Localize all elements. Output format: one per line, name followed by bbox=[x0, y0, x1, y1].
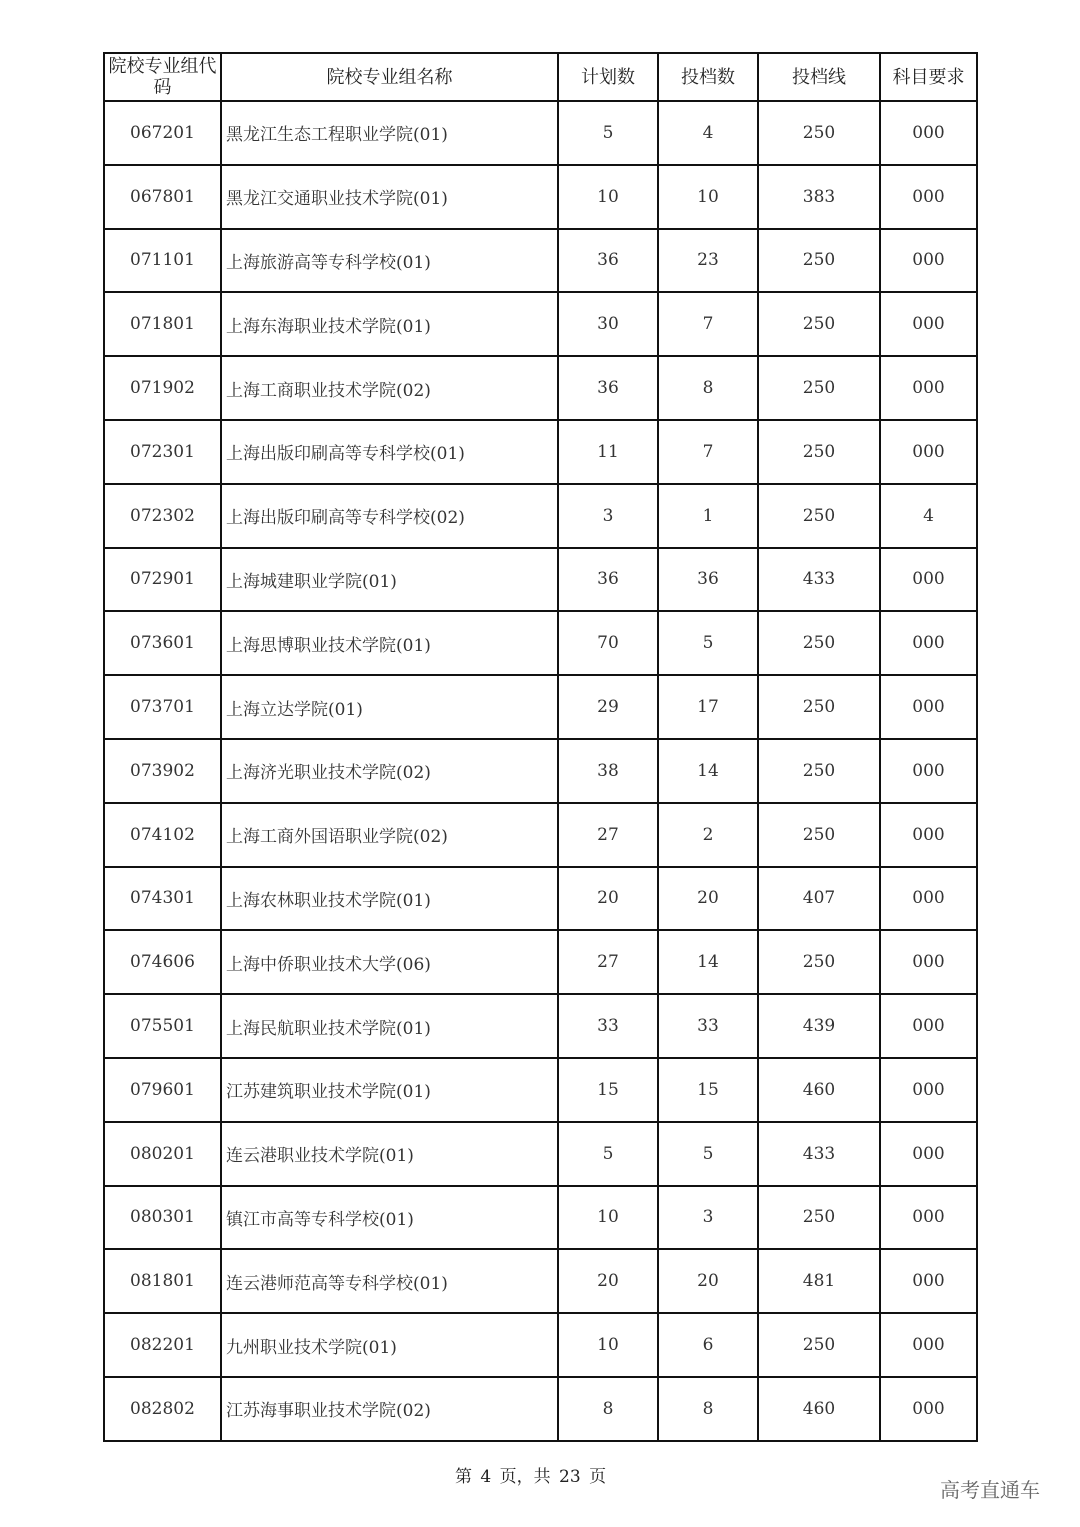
cell-admitted: 14 bbox=[658, 739, 758, 803]
cell-admitted: 7 bbox=[658, 292, 758, 356]
cell-line: 383 bbox=[758, 165, 880, 229]
cell-code: 074606 bbox=[104, 930, 221, 994]
cell-subject: 000 bbox=[880, 867, 977, 931]
cell-plan: 10 bbox=[558, 1186, 658, 1250]
cell-line: 250 bbox=[758, 1186, 880, 1250]
cell-plan: 15 bbox=[558, 1058, 658, 1122]
cell-line: 250 bbox=[758, 803, 880, 867]
cell-admitted: 2 bbox=[658, 803, 758, 867]
cell-plan: 3 bbox=[558, 484, 658, 548]
header-admitted: 投档数 bbox=[658, 53, 758, 101]
cell-name: 上海民航职业技术学院(01) bbox=[221, 994, 558, 1058]
cell-plan: 30 bbox=[558, 292, 658, 356]
cell-subject: 000 bbox=[880, 1249, 977, 1313]
header-line: 投档线 bbox=[758, 53, 880, 101]
cell-admitted: 14 bbox=[658, 930, 758, 994]
table-row bbox=[104, 675, 977, 739]
table-row bbox=[104, 1186, 977, 1250]
cell-line: 250 bbox=[758, 229, 880, 293]
table-row bbox=[104, 548, 977, 612]
cell-plan: 36 bbox=[558, 548, 658, 612]
cell-subject: 000 bbox=[880, 930, 977, 994]
cell-code: 075501 bbox=[104, 994, 221, 1058]
cell-name: 江苏建筑职业技术学院(01) bbox=[221, 1058, 558, 1122]
cell-line: 460 bbox=[758, 1058, 880, 1122]
table-row bbox=[104, 1249, 977, 1313]
cell-code: 067801 bbox=[104, 165, 221, 229]
cell-subject: 000 bbox=[880, 548, 977, 612]
cell-subject: 000 bbox=[880, 292, 977, 356]
table-row bbox=[104, 484, 977, 548]
cell-code: 072901 bbox=[104, 548, 221, 612]
cell-line: 433 bbox=[758, 1122, 880, 1186]
cell-code: 080301 bbox=[104, 1186, 221, 1250]
table-row bbox=[104, 229, 977, 293]
cell-name: 黑龙江交通职业技术学院(01) bbox=[221, 165, 558, 229]
table-header-row bbox=[104, 53, 977, 101]
table-row bbox=[104, 356, 977, 420]
cell-plan: 10 bbox=[558, 165, 658, 229]
cell-plan: 11 bbox=[558, 420, 658, 484]
table-row bbox=[104, 165, 977, 229]
cell-code: 073902 bbox=[104, 739, 221, 803]
cell-name: 上海中侨职业技术大学(06) bbox=[221, 930, 558, 994]
table-row bbox=[104, 1313, 977, 1377]
cell-plan: 5 bbox=[558, 101, 658, 165]
cell-subject: 000 bbox=[880, 675, 977, 739]
cell-name: 上海出版印刷高等专科学校(02) bbox=[221, 484, 558, 548]
cell-code: 081801 bbox=[104, 1249, 221, 1313]
cell-line: 433 bbox=[758, 548, 880, 612]
cell-code: 071902 bbox=[104, 356, 221, 420]
table-row bbox=[104, 292, 977, 356]
cell-admitted: 20 bbox=[658, 1249, 758, 1313]
cell-line: 481 bbox=[758, 1249, 880, 1313]
cell-plan: 20 bbox=[558, 1249, 658, 1313]
cell-name: 九州职业技术学院(01) bbox=[221, 1313, 558, 1377]
cell-plan: 36 bbox=[558, 229, 658, 293]
cell-line: 439 bbox=[758, 994, 880, 1058]
admission-table-sheet bbox=[103, 52, 976, 1442]
cell-subject: 000 bbox=[880, 101, 977, 165]
table-row bbox=[104, 1122, 977, 1186]
cell-admitted: 1 bbox=[658, 484, 758, 548]
cell-admitted: 4 bbox=[658, 101, 758, 165]
cell-admitted: 33 bbox=[658, 994, 758, 1058]
cell-line: 250 bbox=[758, 292, 880, 356]
cell-admitted: 23 bbox=[658, 229, 758, 293]
cell-code: 071101 bbox=[104, 229, 221, 293]
cell-subject: 000 bbox=[880, 356, 977, 420]
table-row bbox=[104, 611, 977, 675]
cell-name: 上海旅游高等专科学校(01) bbox=[221, 229, 558, 293]
admission-table bbox=[103, 52, 978, 1442]
cell-subject: 000 bbox=[880, 1058, 977, 1122]
cell-code: 079601 bbox=[104, 1058, 221, 1122]
header-name: 院校专业组名称 bbox=[221, 53, 558, 101]
cell-line: 250 bbox=[758, 101, 880, 165]
cell-line: 250 bbox=[758, 675, 880, 739]
table-row bbox=[104, 1058, 977, 1122]
cell-code: 074102 bbox=[104, 803, 221, 867]
cell-name: 镇江市高等专科学校(01) bbox=[221, 1186, 558, 1250]
table-row bbox=[104, 739, 977, 803]
cell-code: 067201 bbox=[104, 101, 221, 165]
cell-admitted: 3 bbox=[658, 1186, 758, 1250]
cell-name: 上海济光职业技术学院(02) bbox=[221, 739, 558, 803]
cell-admitted: 7 bbox=[658, 420, 758, 484]
cell-name: 上海东海职业技术学院(01) bbox=[221, 292, 558, 356]
table-body bbox=[104, 101, 977, 1441]
cell-code: 072302 bbox=[104, 484, 221, 548]
cell-name: 上海思博职业技术学院(01) bbox=[221, 611, 558, 675]
cell-name: 上海工商外国语职业学院(02) bbox=[221, 803, 558, 867]
cell-subject: 000 bbox=[880, 1377, 977, 1441]
cell-admitted: 6 bbox=[658, 1313, 758, 1377]
cell-name: 江苏海事职业技术学院(02) bbox=[221, 1377, 558, 1441]
cell-name: 上海城建职业学院(01) bbox=[221, 548, 558, 612]
cell-admitted: 36 bbox=[658, 548, 758, 612]
cell-subject: 000 bbox=[880, 803, 977, 867]
header-plan: 计划数 bbox=[558, 53, 658, 101]
cell-admitted: 20 bbox=[658, 867, 758, 931]
cell-admitted: 10 bbox=[658, 165, 758, 229]
cell-code: 080201 bbox=[104, 1122, 221, 1186]
cell-subject: 000 bbox=[880, 165, 977, 229]
cell-name: 上海出版印刷高等专科学校(01) bbox=[221, 420, 558, 484]
cell-line: 250 bbox=[758, 739, 880, 803]
cell-name: 黑龙江生态工程职业学院(01) bbox=[221, 101, 558, 165]
table-row bbox=[104, 867, 977, 931]
cell-code: 082802 bbox=[104, 1377, 221, 1441]
table-row bbox=[104, 803, 977, 867]
cell-admitted: 17 bbox=[658, 675, 758, 739]
table-row bbox=[104, 994, 977, 1058]
cell-line: 460 bbox=[758, 1377, 880, 1441]
cell-line: 250 bbox=[758, 356, 880, 420]
table-row bbox=[104, 420, 977, 484]
cell-name: 连云港师范高等专科学校(01) bbox=[221, 1249, 558, 1313]
cell-plan: 33 bbox=[558, 994, 658, 1058]
cell-admitted: 8 bbox=[658, 356, 758, 420]
cell-code: 074301 bbox=[104, 867, 221, 931]
table-row bbox=[104, 930, 977, 994]
cell-line: 250 bbox=[758, 611, 880, 675]
cell-subject: 000 bbox=[880, 739, 977, 803]
header-subject: 科目要求 bbox=[880, 53, 977, 101]
cell-plan: 8 bbox=[558, 1377, 658, 1441]
cell-plan: 5 bbox=[558, 1122, 658, 1186]
cell-admitted: 5 bbox=[658, 611, 758, 675]
table-row bbox=[104, 101, 977, 165]
cell-admitted: 5 bbox=[658, 1122, 758, 1186]
cell-code: 082201 bbox=[104, 1313, 221, 1377]
cell-plan: 29 bbox=[558, 675, 658, 739]
cell-name: 上海工商职业技术学院(02) bbox=[221, 356, 558, 420]
header-code: 院校专业组代码 bbox=[104, 53, 221, 101]
cell-subject: 000 bbox=[880, 611, 977, 675]
cell-line: 250 bbox=[758, 930, 880, 994]
cell-subject: 000 bbox=[880, 229, 977, 293]
cell-plan: 27 bbox=[558, 803, 658, 867]
cell-plan: 10 bbox=[558, 1313, 658, 1377]
cell-line: 250 bbox=[758, 420, 880, 484]
cell-name: 上海立达学院(01) bbox=[221, 675, 558, 739]
cell-subject: 000 bbox=[880, 1313, 977, 1377]
cell-plan: 27 bbox=[558, 930, 658, 994]
cell-plan: 20 bbox=[558, 867, 658, 931]
cell-code: 073601 bbox=[104, 611, 221, 675]
cell-admitted: 8 bbox=[658, 1377, 758, 1441]
cell-code: 071801 bbox=[104, 292, 221, 356]
cell-line: 250 bbox=[758, 1313, 880, 1377]
cell-code: 072301 bbox=[104, 420, 221, 484]
cell-subject: 000 bbox=[880, 1186, 977, 1250]
cell-plan: 70 bbox=[558, 611, 658, 675]
cell-subject: 000 bbox=[880, 994, 977, 1058]
cell-plan: 38 bbox=[558, 739, 658, 803]
table-row bbox=[104, 1377, 977, 1441]
cell-line: 250 bbox=[758, 484, 880, 548]
cell-admitted: 15 bbox=[658, 1058, 758, 1122]
cell-code: 073701 bbox=[104, 675, 221, 739]
cell-name: 上海农林职业技术学院(01) bbox=[221, 867, 558, 931]
cell-subject: 000 bbox=[880, 420, 977, 484]
page-indicator: 第 4 页，共 23 页 bbox=[455, 1467, 607, 1487]
watermark: 高考直通车 bbox=[940, 1478, 1040, 1502]
cell-subject: 4 bbox=[880, 484, 977, 548]
cell-plan: 36 bbox=[558, 356, 658, 420]
cell-name: 连云港职业技术学院(01) bbox=[221, 1122, 558, 1186]
cell-line: 407 bbox=[758, 867, 880, 931]
cell-subject: 000 bbox=[880, 1122, 977, 1186]
